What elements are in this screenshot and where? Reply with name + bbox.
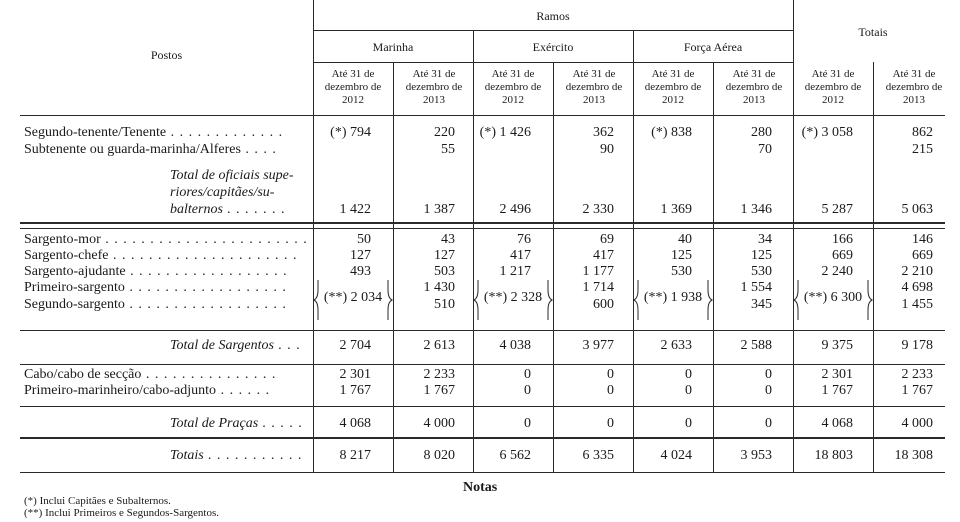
table-cell: 2 613 — [423, 338, 455, 353]
table-cell: 9 178 — [901, 338, 933, 353]
table-cell: 125 — [671, 248, 692, 263]
row-label-total: Total de oficiais supe- — [170, 168, 294, 183]
header-period-2013: Até 31 de dezembro de 2013 — [725, 68, 783, 106]
row-label-total: Totais . . . . . . . . . . . — [170, 448, 303, 463]
table-cell: 0 — [607, 416, 614, 431]
table-cell: 70 — [758, 142, 772, 157]
brace-icon — [868, 280, 872, 320]
table-cell: 1 430 — [423, 280, 455, 295]
table-cell: 3 977 — [582, 338, 614, 353]
table-cell: 40 — [678, 232, 692, 247]
table-cell: 0 — [524, 367, 531, 382]
table-cell: 4 698 — [901, 280, 933, 295]
note-item: (**) Inclui Primeiros e Segundos-Sargentos. — [24, 507, 220, 519]
table-cell: 0 — [607, 383, 614, 398]
note-item: (*) Inclui Capitães e Subalternos. — [24, 495, 171, 507]
table-cell: 1 422 — [339, 202, 371, 217]
table-cell: 862 — [912, 125, 933, 140]
table-cell: 2 301 — [821, 367, 853, 382]
table-cell: 600 — [593, 297, 614, 312]
table-cell: 220 — [434, 125, 455, 140]
table-cell: 6 335 — [582, 448, 614, 463]
table-cell: 50 — [357, 232, 371, 247]
header-postos: Postos — [150, 48, 183, 62]
table-cell: 1 767 — [821, 383, 853, 398]
table-cell: 4 068 — [821, 416, 853, 431]
table-cell: 0 — [685, 416, 692, 431]
table-cell: 2 633 — [660, 338, 692, 353]
table-cell: (*) 838 — [651, 125, 692, 140]
table-cell: (*) 3 058 — [801, 125, 853, 140]
header-period-2012: Até 31 de dezembro de 2012 — [804, 68, 862, 106]
table-cell: (*) 1 426 — [479, 125, 531, 140]
table-cell: 669 — [832, 248, 853, 263]
row-label: Segundo-sargento . . . . . . . . . . . . . . . . . . — [24, 297, 287, 312]
table-cell: 417 — [593, 248, 614, 263]
row-label: Sargento-chefe . . . . . . . . . . . . . . . . . . . . . — [24, 248, 298, 263]
table-cell: 215 — [912, 142, 933, 157]
table-cell: 6 562 — [499, 448, 531, 463]
table-cell: 8 020 — [423, 448, 455, 463]
table-cell: 4 038 — [499, 338, 531, 353]
row-label: Primeiro-sargento . . . . . . . . . . . . . . . . . . — [24, 280, 287, 295]
table-cell: 1 217 — [499, 264, 531, 279]
table-cell: 0 — [685, 367, 692, 382]
combined-cell: (**) 2 034 — [323, 290, 383, 305]
table-cell: 0 — [524, 383, 531, 398]
table-cell: 2 704 — [339, 338, 371, 353]
table-cell: 146 — [912, 232, 933, 247]
header-totais: Totais — [858, 25, 888, 39]
table-cell: 18 308 — [894, 448, 933, 463]
table-cell: 8 217 — [339, 448, 371, 463]
brace-icon — [474, 280, 478, 320]
header-ramos: Ramos — [536, 9, 570, 23]
table-cell: 5 287 — [821, 202, 853, 217]
header-period-2012: Até 31 de dezembro de 2012 — [484, 68, 542, 106]
table-cell: 4 000 — [423, 416, 455, 431]
row-label: Sargento-mor . . . . . . . . . . . . . . . . . . . . . . . — [24, 232, 308, 247]
table-cell: 345 — [751, 297, 772, 312]
table-cell: 125 — [751, 248, 772, 263]
brace-icon — [548, 280, 552, 320]
table-cell: 1 554 — [740, 280, 772, 295]
table-cell: 0 — [607, 367, 614, 382]
brace-icon — [708, 280, 712, 320]
table-cell: 43 — [441, 232, 455, 247]
table-cell: 510 — [434, 297, 455, 312]
notes-title: Notas — [463, 480, 498, 495]
table-cell: 2 301 — [339, 367, 371, 382]
table-cell: 1 387 — [423, 202, 455, 217]
header-period-2013: Até 31 de dezembro de 2013 — [405, 68, 463, 106]
brace-icon — [314, 280, 318, 320]
table-cell: (*) 794 — [330, 125, 371, 140]
brace-icon — [388, 280, 392, 320]
table-cell: 18 803 — [814, 448, 853, 463]
table-cell: 669 — [912, 248, 933, 263]
brace-icon — [634, 280, 638, 320]
row-label-total: Total de Praças . . . . . — [170, 416, 304, 431]
row-label-total: balternos . . . . . . . — [170, 202, 286, 217]
combined-cell: (**) 1 938 — [643, 290, 703, 305]
combined-cell: (**) 6 300 — [803, 290, 863, 305]
table-cell: 1 455 — [901, 297, 933, 312]
table-cell: 417 — [510, 248, 531, 263]
table-cell: 3 953 — [740, 448, 772, 463]
table-cell: 530 — [751, 264, 772, 279]
header-marinha: Marinha — [372, 40, 414, 54]
table-cell: 69 — [600, 232, 614, 247]
header-period-2012: Até 31 de dezembro de 2012 — [324, 68, 382, 106]
table-cell: 5 063 — [901, 202, 933, 217]
header-exercito: Exército — [532, 40, 574, 54]
table-cell: 2 233 — [901, 367, 933, 382]
table-cell: 76 — [517, 232, 531, 247]
table-cell: 9 375 — [821, 338, 853, 353]
row-label-total: Total de Sargentos . . . — [170, 338, 301, 353]
table-cell: 2 233 — [423, 367, 455, 382]
table-cell: 362 — [593, 125, 614, 140]
table-cell: 2 496 — [499, 202, 531, 217]
table-cell: 0 — [524, 416, 531, 431]
row-label: Primeiro-marinheiro/cabo-adjunto . . . . . . — [24, 383, 271, 398]
table-cell: 127 — [434, 248, 455, 263]
table-cell: 1 177 — [582, 264, 614, 279]
table-cell: 503 — [434, 264, 455, 279]
brace-icon — [794, 280, 798, 320]
table-cell: 34 — [758, 232, 772, 247]
row-label: Subtenente ou guarda-marinha/Alferes . . . . — [24, 142, 277, 157]
table-cell: 4 068 — [339, 416, 371, 431]
table-cell: 2 240 — [821, 264, 853, 279]
table-cell: 493 — [350, 264, 371, 279]
table-cell: 0 — [765, 383, 772, 398]
row-label: Sargento-ajudante . . . . . . . . . . . . . . . . . . — [24, 264, 288, 279]
row-label-total: riores/capitães/su- — [170, 185, 275, 200]
table-cell: 2 588 — [740, 338, 772, 353]
table-cell: 0 — [685, 383, 692, 398]
table-cell: 1 714 — [582, 280, 614, 295]
row-label: Cabo/cabo de secção . . . . . . . . . . . . . . . — [24, 367, 277, 382]
table-cell: 4 024 — [660, 448, 692, 463]
table-cell: 90 — [600, 142, 614, 157]
table-cell: 1 369 — [660, 202, 692, 217]
table-cell: 55 — [441, 142, 455, 157]
header-forca-aerea: Força Aérea — [683, 40, 743, 54]
table-cell: 0 — [765, 416, 772, 431]
table-cell: 4 000 — [901, 416, 933, 431]
row-label: Segundo-tenente/Tenente . . . . . . . . . . . . . — [24, 125, 284, 140]
header-period-2012: Até 31 de dezembro de 2012 — [644, 68, 702, 106]
table-cell: 280 — [751, 125, 772, 140]
header-period-2013: Até 31 de dezembro de 2013 — [885, 68, 943, 106]
header-period-2013: Até 31 de dezembro de 2013 — [565, 68, 623, 106]
table-cell: 1 767 — [423, 383, 455, 398]
table-cell: 0 — [765, 367, 772, 382]
table-cell: 166 — [832, 232, 853, 247]
table-cell: 1 767 — [339, 383, 371, 398]
table-cell: 2 330 — [582, 202, 614, 217]
combined-cell: (**) 2 328 — [483, 290, 543, 305]
table-cell: 1 767 — [901, 383, 933, 398]
table-cell: 1 346 — [740, 202, 772, 217]
table-cell: 530 — [671, 264, 692, 279]
table-cell: 127 — [350, 248, 371, 263]
table-cell: 2 210 — [901, 264, 933, 279]
